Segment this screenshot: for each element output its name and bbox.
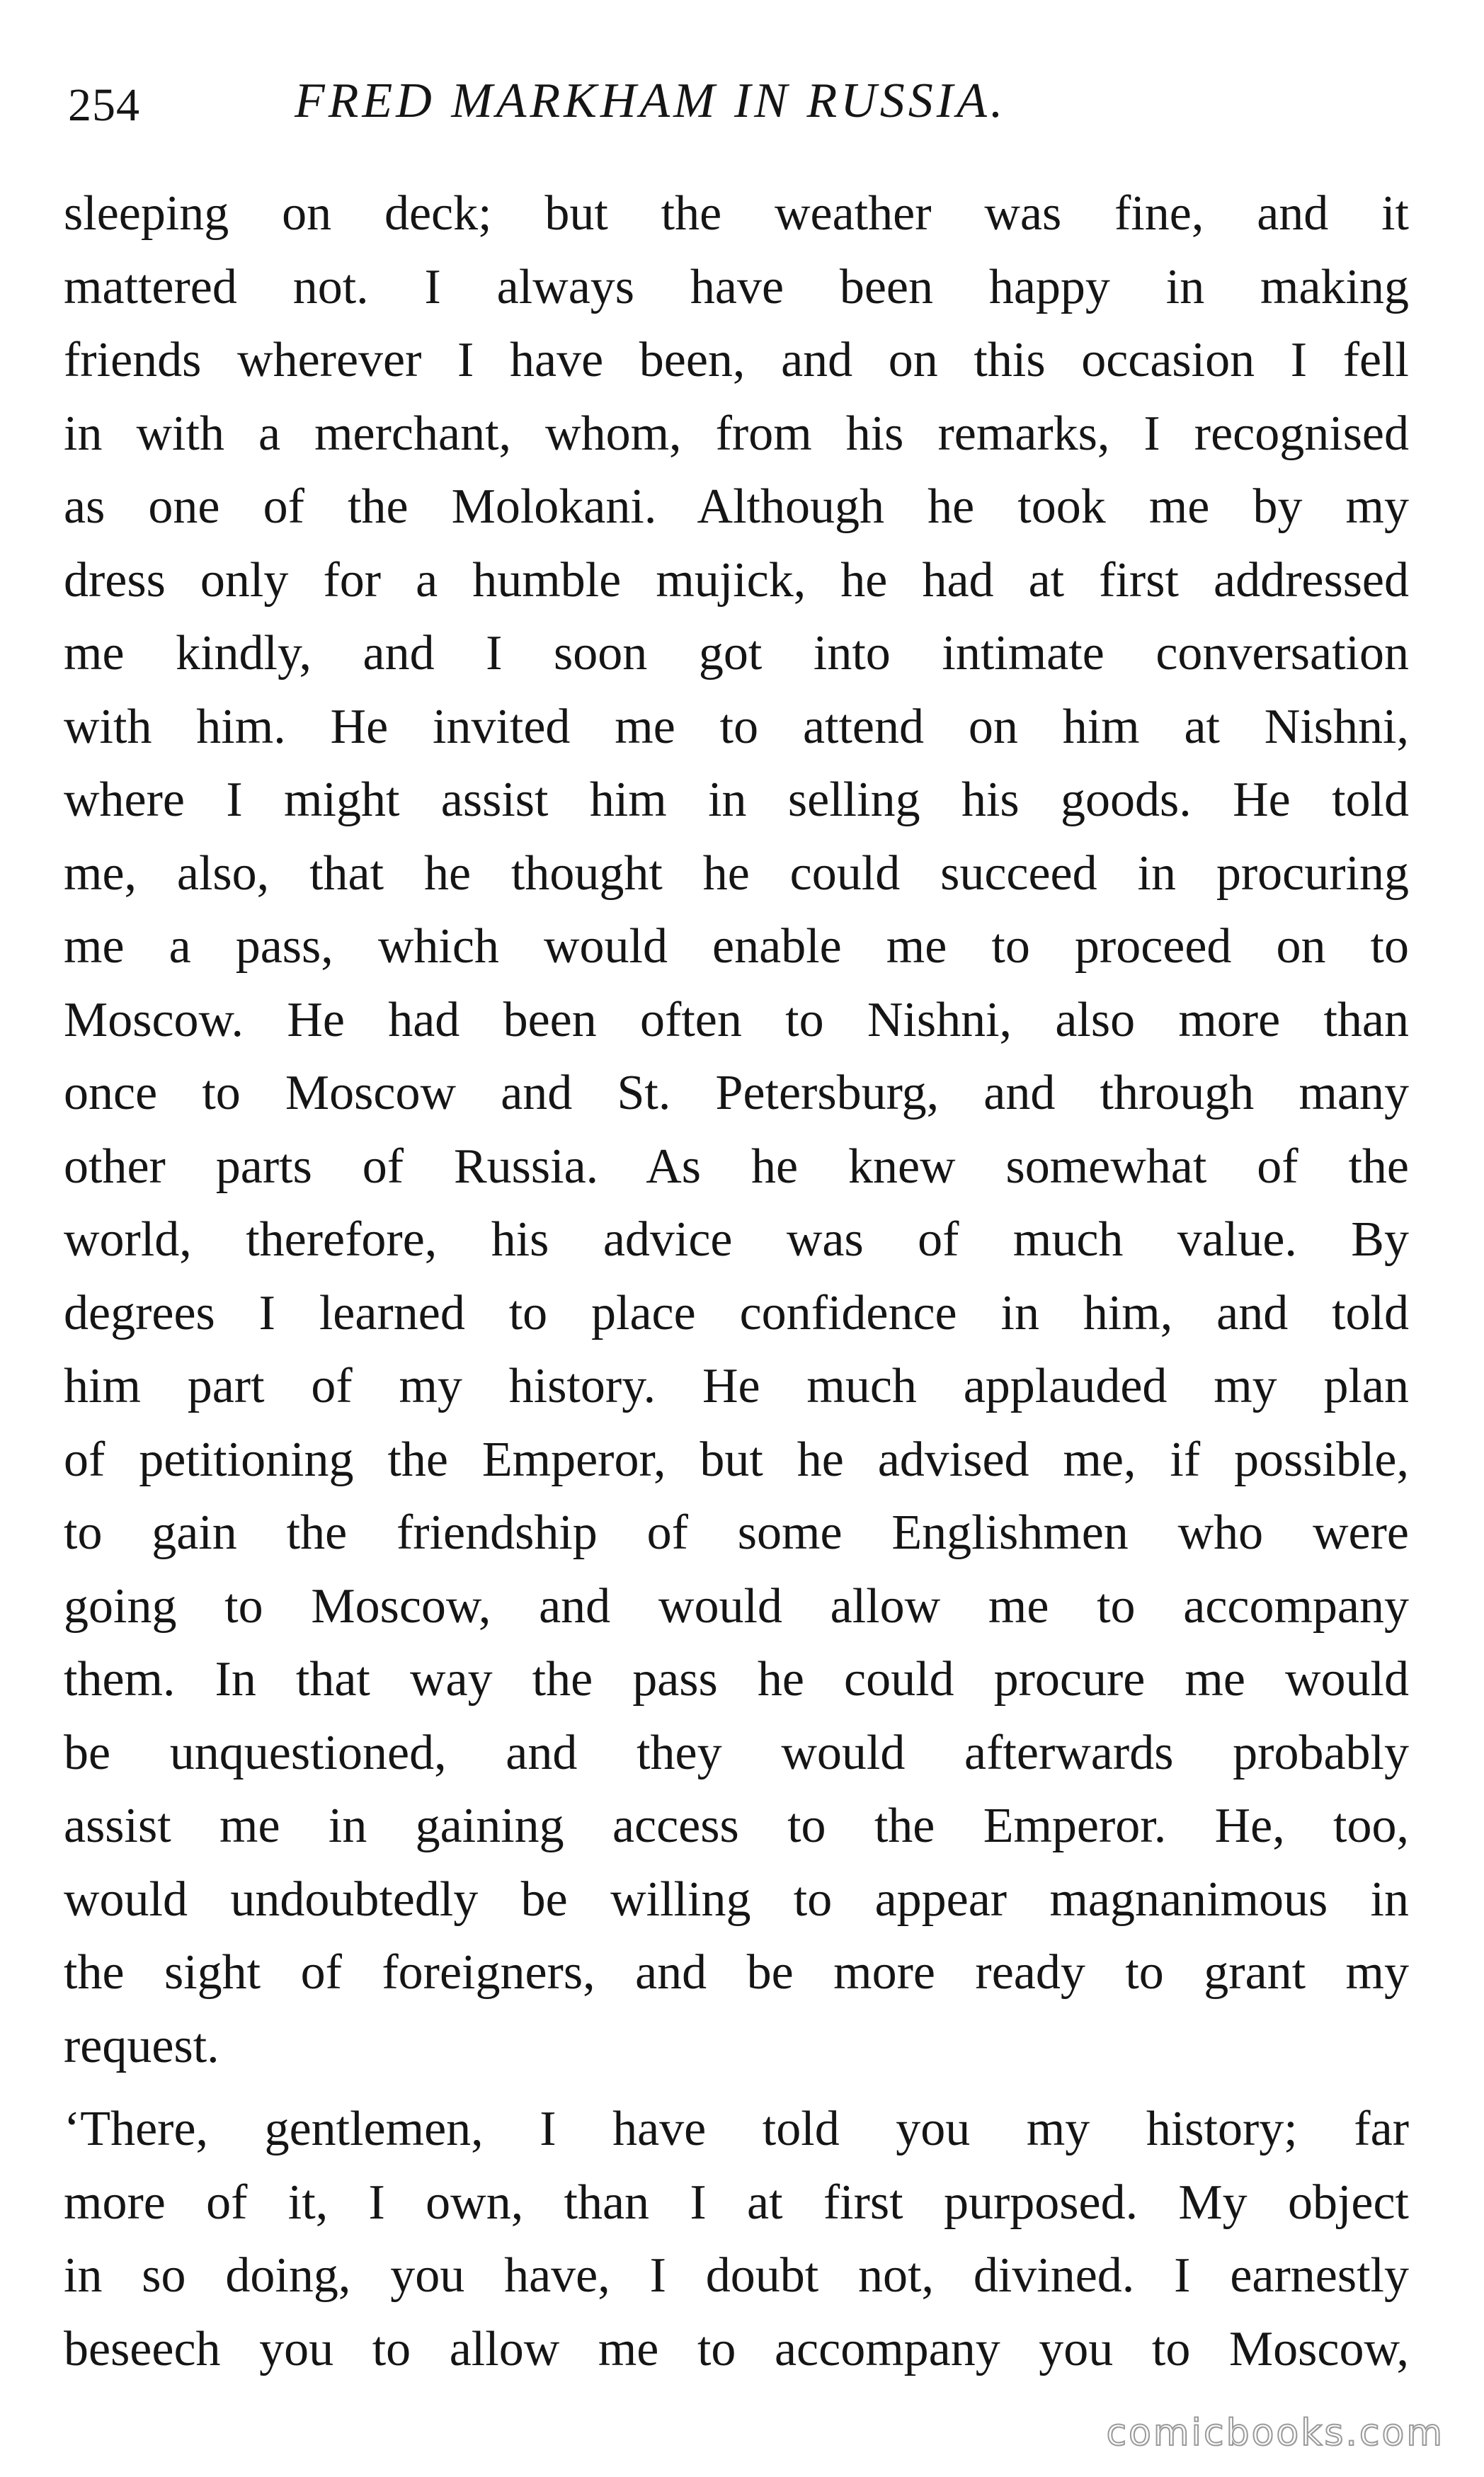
text-line: with him. He invited me to attend on him at Nishni, xyxy=(64,699,1409,754)
text-line: of petitioning the Emperor, but he advised me, if possible, xyxy=(64,1432,1409,1487)
text-line: in so doing, you have, I doubt not, divined. I earnestly xyxy=(64,2248,1409,2303)
paragraph-1 xyxy=(64,177,1409,2083)
text-line: request. xyxy=(64,2018,219,2073)
body-text xyxy=(64,177,1409,2386)
text-line: the sight of foreigners, and be more ready to grant my xyxy=(64,1945,1409,2000)
paragraph-2 xyxy=(64,2092,1409,2386)
running-head xyxy=(68,65,1416,143)
text-line: more of it, I own, than I at first purposed. My object xyxy=(64,2175,1409,2230)
text-line: going to Moscow, and would allow me to accompany xyxy=(64,1578,1409,1634)
text-line: world, therefore, his advice was of much value. By xyxy=(64,1212,1409,1267)
text-line: be unquestioned, and they would afterwards probably xyxy=(64,1725,1409,1780)
text-line: me a pass, which would enable me to proceed on to xyxy=(64,919,1409,974)
text-line: friends wherever I have been, and on this occasion I fell xyxy=(64,333,1409,387)
text-line: assist me in gaining access to the Emperor. He, too, xyxy=(64,1799,1409,1853)
text-line: them. In that way the pass he could procure me would xyxy=(64,1652,1409,1707)
text-line: Moscow. He had been often to Nishni, also more than xyxy=(64,992,1409,1047)
watermark: comicbooks.com xyxy=(1106,2412,1444,2454)
text-line: him part of my history. He much applauded my plan xyxy=(64,1359,1409,1413)
text-line: mattered not. I always have been happy in making xyxy=(64,259,1409,314)
text-line: sleeping on deck; but the weather was fine, and it xyxy=(64,186,1409,241)
text-line: degrees I learned to place confidence in him, and told xyxy=(64,1285,1409,1340)
text-line: dress only for a humble mujick, he had at first addressed xyxy=(64,552,1409,608)
text-line: ‘There, gentlemen, I have told you my history; far xyxy=(64,2102,1409,2156)
text-line: in with a merchant, whom, from his remarks, I recognised xyxy=(64,406,1409,461)
running-title: FRED MARKHAM IN RUSSIA. xyxy=(295,74,1007,128)
text-line: me, also, that he thought he could succeed in procuring xyxy=(64,845,1409,901)
text-line: to gain the friendship of some Englishmen who were xyxy=(64,1505,1409,1560)
text-line: as one of the Molokani. Although he took me by my xyxy=(64,479,1409,534)
text-line: beseech you to allow me to accompany you to Moscow, xyxy=(64,2321,1409,2376)
text-line: other parts of Russia. As he knew somewhat of the xyxy=(64,1139,1409,1194)
text-line: once to Moscow and St. Petersburg, and through many xyxy=(64,1066,1409,1120)
text-line: me kindly, and I soon got into intimate conversation xyxy=(64,626,1409,681)
text-line: where I might assist him in selling his goods. He told xyxy=(64,773,1409,827)
page-number: 254 xyxy=(68,79,140,131)
text-line: would undoubtedly be willing to appear magnanimous in xyxy=(64,1872,1409,1927)
